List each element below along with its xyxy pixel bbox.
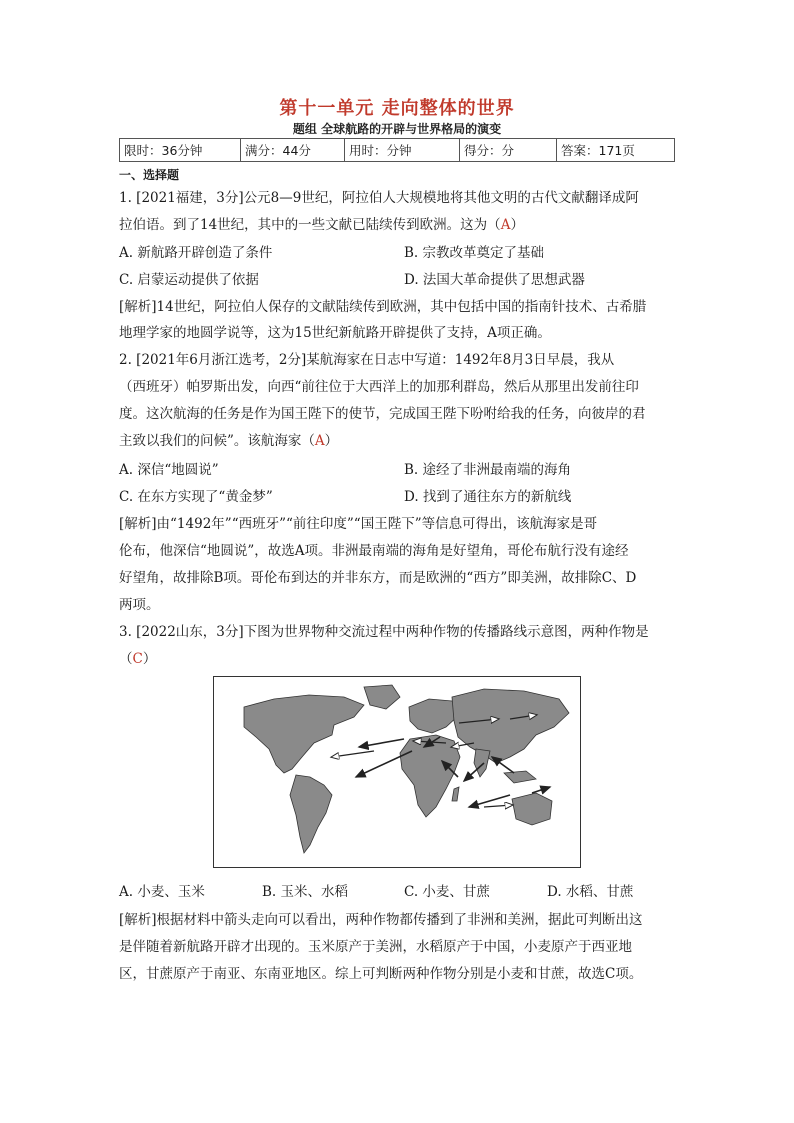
time-limit: 限时：36分钟 <box>120 139 241 162</box>
world-map-figure <box>213 676 581 868</box>
q1-answer: A <box>500 217 511 233</box>
q2-option-c: C. 在东方实现了“黄金梦” <box>119 489 273 505</box>
spread-arrow-9 <box>332 751 374 757</box>
unit-title: 第十一单元 走向整体的世界 <box>279 98 515 119</box>
q2-analysis-line3: 好望角，故排除B项。哥伦布到达的并非东方，而是欧洲的“西方”即美洲，故排除C、D <box>119 570 637 586</box>
q2-analysis-line1: [解析]由“1492年”“西班牙”“前往印度”“国王陛下”等信息可得出，该航海家是哥 <box>119 516 598 532</box>
india-landmass <box>474 749 490 777</box>
q3-option-c: C. 小麦、甘蔗 <box>404 884 490 900</box>
greenland-landmass <box>364 685 400 709</box>
q1-analysis-line2: 地理学家的地圆学说等，这为15世纪新航路开辟提供了支持，A项正确。 <box>119 325 551 341</box>
q2-option-d: D. 找到了通往东方的新航线 <box>404 489 572 505</box>
spread-arrow-14 <box>484 805 512 807</box>
q3-analysis-line3: 区，甘蔗原产于南亚、东南亚地区。综上可判断两种作物分别是小麦和甘蔗，故选C项。 <box>119 966 643 982</box>
time-used: 用时：分钟 <box>345 139 460 162</box>
q2-analysis-line4: 两项。 <box>119 597 160 613</box>
q3-option-a: A. 小麦、玉米 <box>119 884 205 900</box>
north-america-landmass <box>244 695 364 773</box>
q3-stem-line1: 3. [2022山东，3分]下图为世界物种交流过程中两种作物的传播路线示意图，两种作物是 <box>119 624 649 640</box>
q3-analysis-line2: 是伴随着新航路开辟才出现的。玉米原产于美洲，水稻原产于中国，小麦原产于西亚地 <box>119 939 632 955</box>
q1-option-b: B. 宗教改革奠定了基础 <box>404 245 545 261</box>
south-america-landmass <box>290 775 332 853</box>
asia-landmass <box>452 689 569 763</box>
meta-table <box>119 138 675 162</box>
topic-subtitle: 题组 全球航路的开辟与世界格局的演变 <box>292 122 502 136</box>
full-score: 满分：44分 <box>241 139 345 162</box>
q3-option-d: D. 水稻、甘蔗 <box>547 884 634 900</box>
q2-option-b: B. 途经了非洲最南端的海角 <box>404 462 572 478</box>
q2-answer: A <box>314 433 325 449</box>
section-heading: 一、选择题 <box>119 168 180 182</box>
q2-stem-line2: （西班牙）帕罗斯出发，向西“前往位于大西洋上的加那利群岛，然后从那里出发前往印 <box>119 379 639 395</box>
q1-option-c: C. 启蒙运动提供了依据 <box>119 272 259 288</box>
australia-landmass <box>512 793 552 825</box>
crop-spread-map <box>214 677 579 866</box>
q3-stem-line2: （C） <box>119 651 157 667</box>
q1-stem-line2: 拉伯语。到了14世纪，其中的一些文献已陆续传到欧洲。这为（A） <box>119 217 524 233</box>
q1-option-d: D. 法国大革命提供了思想武器 <box>404 272 585 288</box>
q3-answer: C <box>132 651 143 667</box>
southeast-asia-islands <box>504 771 536 783</box>
q3-option-b: B. 玉米、水稻 <box>262 884 349 900</box>
q1-stem-line1: 1. [2021福建，3分]公元8—9世纪，阿拉伯人大规模地将其他文明的古代文献翻译成阿 <box>119 190 639 206</box>
spread-arrow-1 <box>359 739 404 747</box>
q2-analysis-line2: 伦布，他深信“地圆说”，故选A项。非洲最南端的海角是好望角，哥伦布航行没有途经 <box>119 543 629 559</box>
q3-analysis-line1: [解析]根据材料中箭头走向可以看出，两种作物都传播到了非洲和美洲，据此可判断出这 <box>119 912 643 928</box>
europe-landmass <box>409 699 459 733</box>
q2-stem-line1: 2. [2021年6月浙江选考，2分]某航海家在日志中写道：1492年8月3日早晨，我从 <box>119 352 615 368</box>
q2-option-a: A. 深信“地圆说” <box>119 462 219 478</box>
africa-landmass <box>400 735 460 817</box>
q1-analysis-line1: [解析]14世纪，阿拉伯人保存的文献陆续传到欧洲，其中包括中国的指南针技术、古希腊 <box>119 299 647 315</box>
q1-option-a: A. 新航路开辟创造了条件 <box>119 245 273 261</box>
spread-arrow-7 <box>532 787 550 793</box>
score: 得分：分 <box>460 139 557 162</box>
q2-stem-line4: 主致以我们的问候”。该航海家（A） <box>119 433 339 449</box>
madagascar-landmass <box>452 787 459 801</box>
q2-stem-line3: 度。这次航海的任务是作为国王陛下的使节，完成国王陛下吩咐给我的任务，向彼岸的君 <box>119 406 646 422</box>
answer-page: 答案：171页 <box>557 139 675 162</box>
